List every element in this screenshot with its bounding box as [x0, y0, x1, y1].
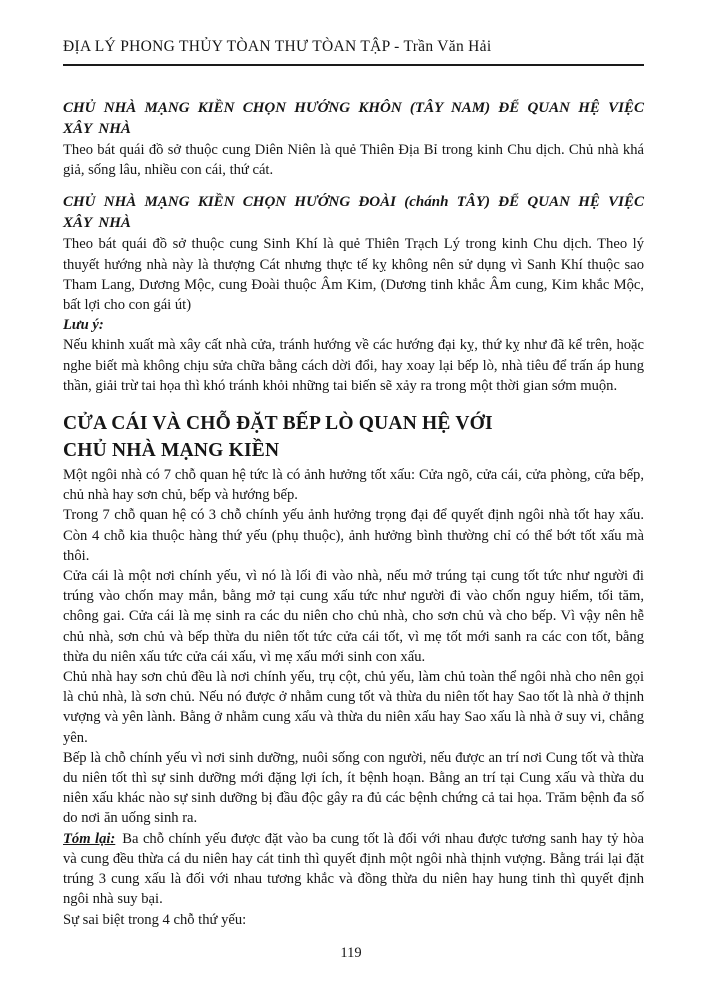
page-footer — [0, 945, 702, 962]
chapter-paragraph-2: Trong 7 chỗ quan hệ có 3 chỗ chính yếu ảnh hưởng trọng đại để quyết định ngôi nhà tốt hay xấu. Còn 4 chỗ kia thuộc hàng thứ yếu (phụ thuộc), ảnh hưởng bình thường chỉ có thể bớt tốt xấu mà thôi. — [63, 507, 644, 564]
page-header — [63, 38, 644, 56]
running-title: ĐỊA LÝ PHONG THỦY TÒAN THƯ TÒAN TẬP - Trần Văn Hải — [63, 38, 492, 55]
section-2-heading: CHỦ NHÀ MẠNG KIỀN CHỌN HƯỚNG ĐOÀI (chánh TÂY) ĐỂ QUAN HỆ VIỆC XÂY NHÀ — [63, 194, 644, 232]
chapter-paragraph-1: Một ngôi nhà có 7 chỗ quan hệ tức là có ảnh hưởng tốt xấu: Cửa ngõ, cửa cái, cửa phòng, cửa bếp, chủ nhà hay sơn chủ, bếp và hướng bếp. — [63, 467, 644, 504]
chapter-heading-line1: CỬA CÁI VÀ CHỖ ĐẶT BẾP LÒ QUAN HỆ VỚI — [63, 413, 493, 435]
chapter-heading — [63, 411, 644, 464]
page-content — [63, 98, 644, 930]
chapter-paragraph-5: Bếp là chỗ chính yếu vì nơi sinh dưỡng, nuôi sống con người, nếu được an trí nơi Cung tốt và thừa du niên tốt thì sự sinh dưỡng mới đặng lợi ích, ít bệnh hoạn. Bằng an trí tại Cung xấu và thừa du niên xấu khác nào sự sinh dưỡng bị đầu độc gây ra đủ các bệnh chứng cả tai họa. Trăm bệnh đa số do nơi ăn uống sinh ra. — [63, 749, 644, 827]
closing-line: Sự sai biệt trong 4 chỗ thứ yếu: — [63, 911, 247, 928]
section-1-paragraph: Theo bát quái đồ sở thuộc cung Diên Niên là quẻ Thiên Địa Bỉ trong kinh Chu dịch. Chủ nhà khá giả, sống lâu, nhiều con cái, thứ cát. — [63, 142, 644, 179]
chapter-paragraph-4: Chủ nhà hay sơn chủ đều là nơi chính yếu, trụ cột, chủ yếu, làm chủ toàn thể ngôi nhà cho nên gọi là chủ nhà, là sơn chủ. Nếu nó được ở nhằm cung tốt và thừa du niên tốt hay Sao tốt là nhà ở thịnh vượng và yên lành. Bằng ở nhằm cung xấu và thừa du niên xấu hay Sao xấu là nhà ở suy vi, chẳng yên. — [63, 669, 644, 746]
page-number: 119 — [340, 945, 362, 961]
chapter-paragraph-3: Cửa cái là một nơi chính yếu, vì nó là lối đi vào nhà, nếu mở trúng tại cung tốt tức như người đi trúng vào chốn may mắn, bằng mở tại cung xấu tức như người đi vào chốn nguy hiểm, tối tăm, chông gai. Cửa cái là mẹ sinh ra các du niên cho chủ nhà, cho sơn chủ và cho bếp. Vì vậy nên hễ chủ nhà, sơn chủ và bếp thừa du niên tốt tức cửa cái tốt, vì mẹ tốt mới sanh ra các con tốt, bằng thừa du niên xấu tức cửa cái xấu, vì mẹ xấu mới sinh con xấu. — [63, 568, 644, 665]
summary-paragraph — [63, 829, 644, 910]
section-1-heading: CHỦ NHÀ MẠNG KIỀN CHỌN HƯỚNG KHÔN (TÂY NAM) ĐỂ QUAN HỆ VIỆC XÂY NHÀ — [63, 100, 644, 137]
summary-label: Tóm lại: — [63, 830, 116, 847]
note-paragraph: Nếu khinh xuất mà xây cất nhà cửa, tránh hướng về các hướng đại kỵ, thứ kỵ như đã kể trên, hoặc nghe biết mà không chịu sửa chữa bằng cách dời đổi, hay xoay lại bếp lò, nhà tiêu để trấn áp hung thần, giải trừ tai họa thì khó tránh khỏi những tai biến sẽ xảy ra trong một thời gian sớm muộn. — [63, 337, 644, 394]
chapter-heading-line2: CHỦ NHÀ MẠNG KIỀN — [63, 439, 280, 461]
summary-text: Ba chỗ chính yếu được đặt vào ba cung tốt là đối với nhau được tương sanh hay tỷ hòa và cung đều thừa cá du niên hay cát tinh thì quyết định một ngôi nhà thịnh vượng. Bằng trái lại đặt trúng 3 cung xấu là đối với nhau tương khắc và đồng thừa du niên hay hung tinh thì quyết định ngôi nhà suy bại. — [63, 830, 644, 908]
note-label: Lưu ý: — [63, 317, 104, 334]
header-rule — [63, 64, 644, 66]
section-2-paragraph: Theo bát quái đồ sở thuộc cung Sinh Khí là quẻ Thiên Trạch Lý trong kinh Chu dịch. Theo lý thuyết hướng nhà này là thượng Cát nhưng thực tế kỵ không nên sử dụng vì Sanh Khí thuộc sao Tham Lang, Dương Mộc, cung Đoài thuộc Âm Kim, (Dương tinh khắc Âm cung, Kim khắc Mộc, bất lợi cho con gái út) — [63, 236, 644, 314]
